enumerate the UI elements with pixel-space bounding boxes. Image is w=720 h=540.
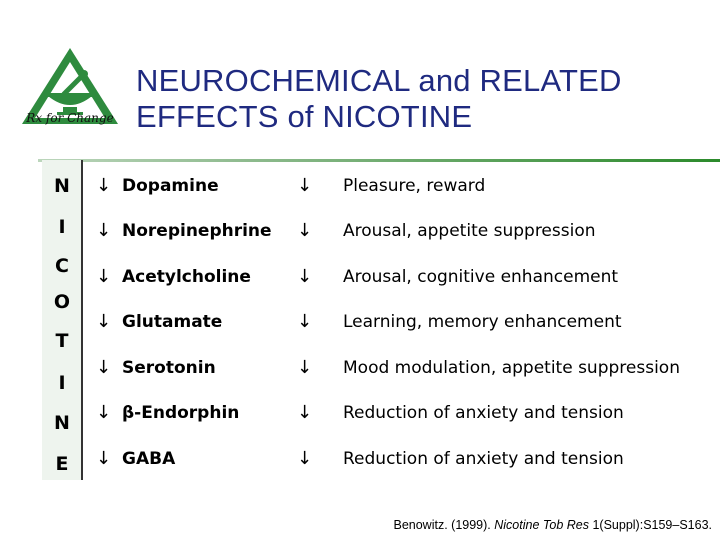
down-arrow-icon: ↓ [297, 357, 313, 378]
down-arrow-icon: ↓ [96, 448, 112, 469]
title-line-1: NEUROCHEMICAL and RELATED [136, 63, 622, 98]
down-arrow-icon: ↓ [96, 357, 112, 378]
down-arrow-icon: ↓ [96, 266, 112, 287]
neurochemical-label: GABA [122, 449, 176, 469]
down-arrow-icon: ↓ [96, 220, 112, 241]
effect-label: Mood modulation, appetite suppression [343, 358, 680, 378]
down-arrow-icon: ↓ [96, 175, 112, 196]
page-title [136, 63, 622, 135]
neurochemical-label: Dopamine [122, 176, 219, 196]
down-arrow-icon: ↓ [297, 311, 313, 332]
side-rule [81, 160, 83, 480]
citation-journal: Nicotine Tob Res [494, 518, 589, 532]
down-arrow-icon: ↓ [297, 402, 313, 423]
side-letter: E [55, 453, 69, 475]
title-divider [38, 159, 720, 162]
side-letter: I [58, 372, 66, 394]
neurochemical-label: Serotonin [122, 358, 216, 378]
effect-label: Arousal, cognitive enhancement [343, 267, 619, 287]
side-letter: O [53, 291, 71, 313]
side-letter: I [58, 216, 66, 238]
neurochemical-label: β-Endorphin [122, 403, 240, 423]
logo-text: Rx for Change [26, 111, 114, 125]
citation [393, 518, 712, 532]
effect-label: Reduction of anxiety and tension [343, 449, 624, 469]
side-letter: T [55, 330, 69, 352]
effect-label: Arousal, appetite suppression [343, 221, 596, 241]
neurochemical-label: Glutamate [122, 312, 223, 332]
title-line-2: EFFECTS of NICOTINE [136, 99, 473, 134]
down-arrow-icon: ↓ [297, 266, 313, 287]
down-arrow-icon: ↓ [297, 220, 313, 241]
citation-details: 1(Suppl):S159–S163. [592, 518, 712, 532]
down-arrow-icon: ↓ [96, 311, 112, 332]
side-letter: C [55, 255, 69, 277]
effect-label: Learning, memory enhancement [343, 312, 622, 332]
down-arrow-icon: ↓ [297, 448, 313, 469]
side-letter: N [54, 175, 70, 197]
neurochemical-label: Norepinephrine [122, 221, 272, 241]
effect-label: Pleasure, reward [343, 176, 486, 196]
effect-label: Reduction of anxiety and tension [343, 403, 624, 423]
down-arrow-icon: ↓ [297, 175, 313, 196]
side-letter: N [54, 412, 70, 434]
down-arrow-icon: ↓ [96, 402, 112, 423]
neurochemical-label: Acetylcholine [122, 267, 251, 287]
citation-authors: Benowitz. (1999). [393, 518, 491, 532]
nicotine-side-letters [42, 160, 82, 480]
